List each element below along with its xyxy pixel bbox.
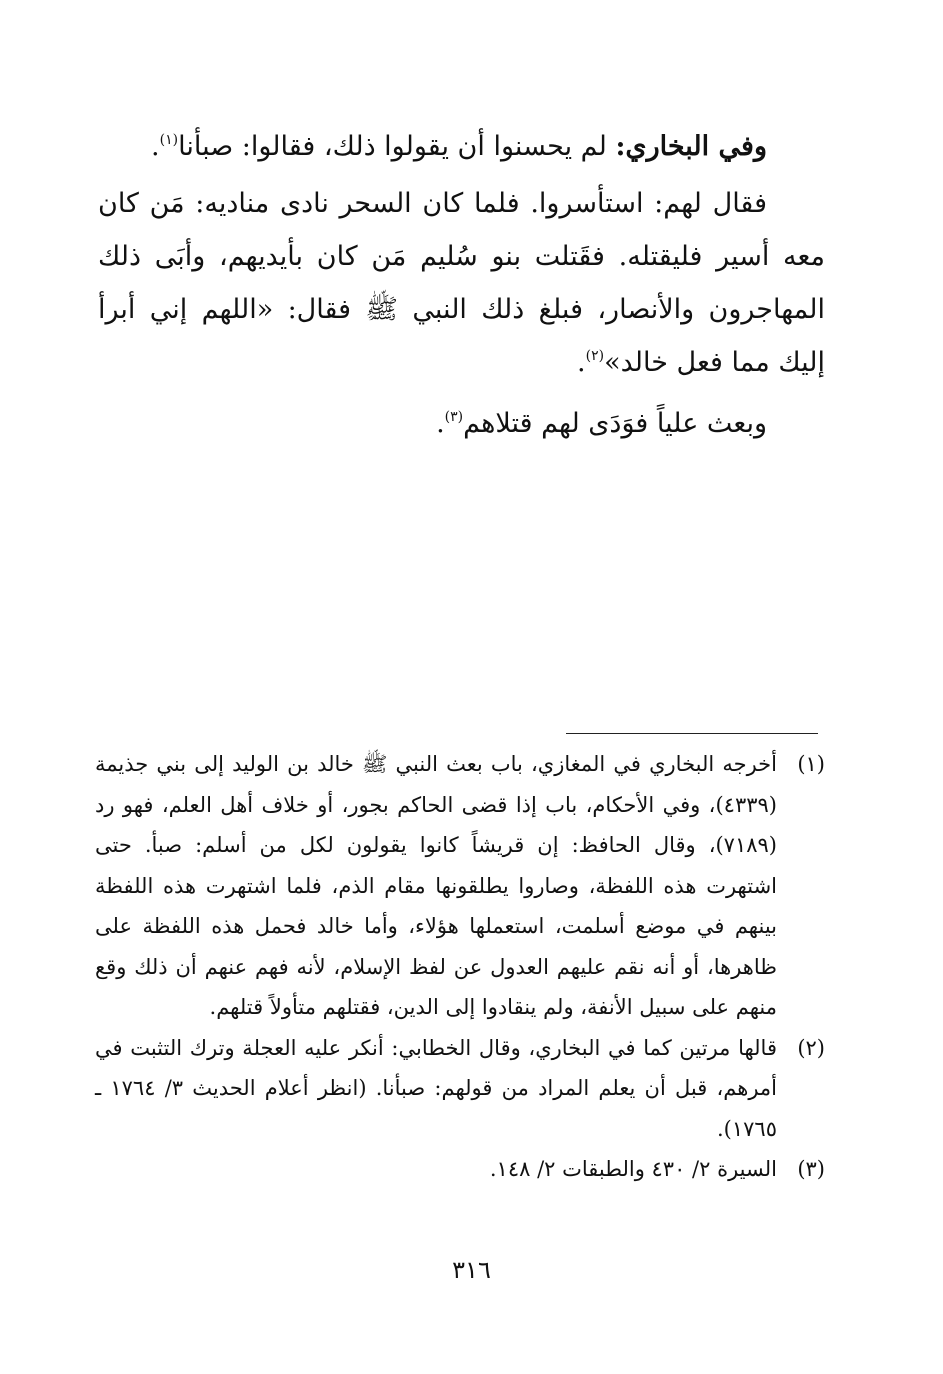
footnote-3 <box>95 1149 825 1190</box>
footnote-1 <box>95 744 825 1028</box>
footnote-number: (٣) <box>797 1157 825 1181</box>
footnote-divider <box>566 733 818 734</box>
paragraph-3-text: وبعث علياً فوَدَى لهم قتلاهم <box>463 408 767 439</box>
paragraph-3 <box>98 397 825 450</box>
paragraph-1 <box>98 120 825 173</box>
paragraph-3-end: . <box>436 408 445 439</box>
footnote-text: أخرجه البخاري في المغازي، باب بعث النبي ﷺ خالد بن الوليد إلى بني جذيمة (٤٣٣٩)، وفي الأحكام، باب إذا قضى الحاكم بجور، أو خلاف أهل العلم، فهو رد (٧١٨٩)، وقال الحافظ: إن قريشاً كانوا يقولون لكل من أسلم: صبأ. حتى اشتهرت هذه اللفظة، وصاروا يطلقونها مقام الذم، فلما اشتهرت هذه اللفظة بينهم في موضع أسلمت، استعملها هؤلاء، وأما خالد فحمل هذه اللفظة على ظاهرها، أو أنه نقم عليهم العدول عن لفظ الإسلام، لأنه فهم عنهم أن ذلك وقع منهم على سبيل الأنفة، ولم ينقادوا إلى الدين، فقتلهم متأولاً قتلهم. <box>95 752 777 1019</box>
paragraph-2 <box>98 177 825 389</box>
paragraph-2-end: . <box>577 347 586 378</box>
page-number: ٣١٦ <box>452 1256 491 1284</box>
footnote-2 <box>95 1028 825 1150</box>
paragraph-2-text: فقال لهم: استأسروا. فلما كان السحر نادى مناديه: مَن كان معه أسير فليقتله. فقَتلت بنو سُليم مَن كان بأيديهم، وأبَى ذلك المهاجرون والأنصار، فبلغ ذلك النبي ﷺ فقال: «اللهم إني أبرأ إليك مما فعل خالد» <box>98 188 825 378</box>
footnote-text: السيرة ٢/ ٤٣٠ والطبقات ٢/ ١٤٨. <box>489 1157 777 1181</box>
footnotes <box>95 744 825 1190</box>
footnote-text: قالها مرتين كما في البخاري، وقال الخطابي: أنكر عليه العجلة وترك التثبت في أمرهم، قبل أن يعلم المراد من قولهم: صبأنا. (انظر أعلام الحديث ٣/ ١٧٦٤ ـ ١٧٦٥). <box>95 1035 777 1141</box>
footnote-ref-1[interactable]: (١) <box>159 132 179 148</box>
footnote-ref-2[interactable]: (٢) <box>585 348 605 364</box>
footnote-number: (١) <box>797 752 825 776</box>
footnote-number: (٢) <box>797 1035 825 1060</box>
paragraph-1-end: . <box>151 131 160 162</box>
paragraph-1-lead: وفي البخاري: <box>615 131 767 162</box>
footnote-ref-3[interactable]: (٣) <box>444 409 464 425</box>
paragraph-1-text: لم يحسنوا أن يقولوا ذلك، فقالوا: صبأنا <box>178 131 616 162</box>
main-text <box>98 120 825 450</box>
